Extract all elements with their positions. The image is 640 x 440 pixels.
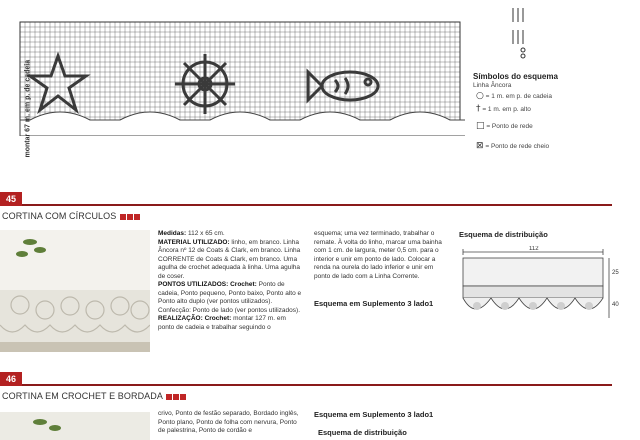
ship-wheel-motif [175,54,235,114]
instructions-paragraph: REALIZAÇÃO: Crochet: montar 127 m. em ponto de cadeia e trabalhar seguindo o [158,315,286,331]
chart-motifs [30,54,378,114]
legend-subtitle: Linha Âncora [473,82,512,89]
section46-title: CORTINA EM CROCHET E BORDADA [2,391,163,401]
legend-item-mesh: □ = Ponto de rede [476,121,533,131]
stitches-paragraph: PONTOS UTILIZADOS: Crochet: Ponto de cadeia, Ponto pequeno, Ponto baixo, Ponto alto e Ponto alto duplo (ver pontos utilizados). Confecção: Ponto de lado (ver pontos utilizados). [158,281,302,314]
section46-dist-title: Esquema de distribuição [318,428,407,437]
square-bullet-icon [120,214,126,220]
dist-height2-label: 40 [612,302,619,308]
section46-number: 46 [0,372,22,386]
curtain-photo [0,230,150,352]
open-mesh-icon: □ [476,121,485,131]
curtain2-photo [0,412,150,440]
legend-item-chain: ○ = 1 m. em p. de cadeia [476,91,552,101]
stitch-columns-icon [505,0,535,60]
chart-side-label: montar 67 m. em p. de cadeia [24,59,32,158]
treble-stitch-icon: † [476,104,481,114]
chart-scallop-edge [20,112,465,136]
section45-col2: esquema; uma vez terminado, trabalhar o remate. À volta do linho, marcar uma bainha com 1 cm. de largura, meter 0,5 cm. para o interior e unir em ponto de lado. Colocar a renda na ourela do lado inferior e unir em ponto de lado com a Linha Corrente. [314,230,442,280]
materials-paragraph: MATERIAL UTILIZADO: linho, em branco. Linha Âncora nº 12 de Coats & Clark, em branco. Linha CORRENTE de Coats & Clark, em branco. Uma agulha de crochet adequada à linha. Uma agulha de coser. [158,238,301,280]
curtain2-illustration [0,412,150,440]
legend-stitch-sample [505,0,535,60]
legend-item-filled-mesh: ⊠ = Ponto de rede cheio [476,141,550,151]
legend-title: Símbolos do esquema [473,72,558,81]
distribution-diagram [459,246,637,332]
square-bullet-icon [127,214,133,220]
chain-stitch-icon: ○ [476,91,484,101]
filet-chart [0,14,465,136]
section46-rule [22,384,612,386]
square-bullet-icon [180,394,186,400]
legend-item-treble: † = 1 m. em p. alto [476,104,531,114]
measurements-paragraph: Medidas: 112 x 65 cm. [158,230,225,237]
section45-title-row [2,211,140,221]
section46-col1: crivo, Ponto de festão separado, Bordado inglês, Ponto plano, Ponto de folha com nervura, Ponto de palestrina, Ponto de cordão e [158,410,299,434]
dist-height1-label: 25 [612,270,619,276]
section45-col1 [158,230,303,332]
section46-supplement: Esquema em Suplemento 3 lado1 [314,410,434,419]
section45-supplement: Esquema em Suplemento 3 lado1 [314,299,434,308]
section46-title-row [2,391,186,401]
section45-rule [22,204,612,206]
section45-title: CORTINA COM CÍRCULOS [2,211,117,221]
square-bullet-icon [166,394,172,400]
curtain-illustration [0,230,150,352]
section45-number: 45 [0,192,22,206]
dist-width-label: 112 [529,246,539,252]
section45-dist-title: Esquema de distribuição [459,230,548,239]
square-bullet-icon [134,214,140,220]
square-bullet-icon [173,394,179,400]
fish-motif [308,72,378,100]
filled-mesh-icon: ⊠ [476,141,484,151]
